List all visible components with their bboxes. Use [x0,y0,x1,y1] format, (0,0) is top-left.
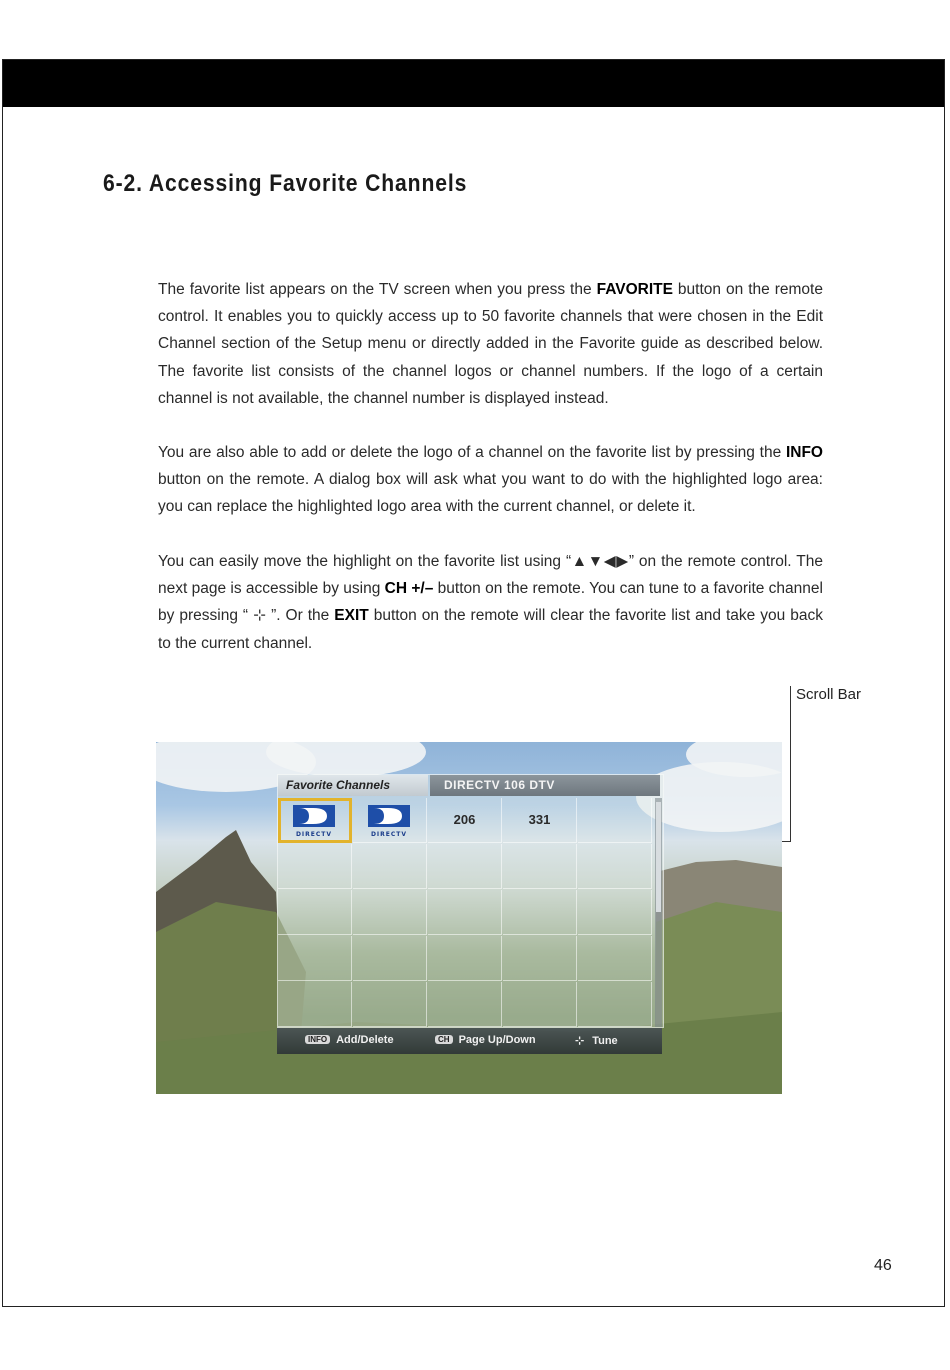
favorite-cell[interactable] [353,936,427,981]
select-key-icon: ⊹ [575,1035,585,1047]
text-span: button on the remote will clear the favorite list and take you back to the current channel. [158,607,823,652]
channel-info: DIRECTV 106 DTV [444,778,555,792]
hint-label: Add/Delete [336,1034,394,1046]
favorite-cell[interactable] [353,798,427,843]
favorite-cell[interactable] [353,890,427,935]
favorite-cell[interactable] [503,936,577,981]
tv-screenshot [156,742,782,1094]
paragraph-navigation [158,548,823,657]
favorite-cell[interactable] [278,936,352,981]
hint-page-updown [435,1034,536,1046]
page-frame [2,59,945,1307]
scroll-thumb[interactable] [656,802,661,912]
channel-number: 331 [528,812,551,827]
favorite-cell[interactable] [278,890,352,935]
favorite-cell[interactable] [578,798,652,843]
logo-text: DIRECTV [295,831,333,838]
text-span: You can easily move the highlight on the favorite list using “▲▼◀▶” on the remote control. The next page is accessible by using [158,553,823,598]
panel-title: Favorite Channels [286,778,391,792]
hint-tune [575,1034,618,1047]
paragraph-add-delete [158,439,823,521]
favorite-cell[interactable] [578,844,652,889]
favorite-grid [278,798,656,1027]
select-symbol-icon: ⊹ [253,607,267,625]
favorite-channels-panel [277,774,664,1028]
favorite-cell[interactable] [578,982,652,1027]
section-title: 6-2. Accessing Favorite Channels [103,170,468,197]
paragraph-favorite-list [158,276,823,412]
favorite-cell[interactable] [428,844,502,889]
page-number: 46 [874,1257,892,1274]
text-span: button on the remote. A dialog box will ask what you want to do with the highlighted logo area: you can replace the highlighted logo area with the current channel, or delete it. [158,471,823,516]
hint-label: Tune [592,1035,618,1047]
scroll-bar[interactable] [655,798,662,1027]
favorite-cell[interactable] [503,798,577,843]
directv-logo-icon [362,803,416,839]
favorite-cell[interactable] [428,890,502,935]
favorite-cell[interactable] [353,982,427,1027]
hint-bar [277,1028,662,1054]
favorite-cell[interactable] [503,982,577,1027]
favorite-cell[interactable] [428,982,502,1027]
text-span: ”. Or the [266,607,335,625]
channel-info-bar [430,775,660,796]
exit-key-label: EXIT [334,607,369,625]
text-span: The favorite list appears on the TV screen when you press the [158,281,597,298]
favorite-cell[interactable] [428,798,502,843]
favorite-cell[interactable] [503,890,577,935]
favorite-cell[interactable] [278,844,352,889]
text-span: button on the remote. You can tune to a favorite channel by pressing “ [158,580,823,625]
favorite-cell-selected[interactable] [278,798,352,843]
panel-title-bar [278,775,428,796]
logo-text: DIRECTV [370,831,408,838]
callout-line [790,686,791,842]
directv-logo-icon [287,803,341,839]
favorite-cell[interactable] [278,982,352,1027]
favorite-cell[interactable] [428,936,502,981]
channel-number: 206 [453,812,476,827]
channel-key-icon: CH [435,1035,453,1044]
hint-label: Page Up/Down [458,1034,536,1046]
info-key-label: INFO [785,444,823,461]
favorite-cell[interactable] [578,936,652,981]
text-span: You are also able to add or delete the logo of a channel on the favorite list by pressing the [158,444,786,461]
favorite-key-label: FAVORITE [596,281,673,298]
text-span: button on the remote control. It enables you to quickly access up to 50 favorite channels that were chosen in the Edit Channel section of the Setup menu or directly added in the Favorite guide as described below. The favorite list consists of the channel logos or channel numbers. If the logo of a certain channel is not available, the channel number is displayed instead. [158,281,823,407]
favorite-cell[interactable] [353,844,427,889]
favorite-cell[interactable] [578,890,652,935]
favorite-cell[interactable] [503,844,577,889]
hint-add-delete [305,1034,394,1046]
info-key-icon: INFO [305,1035,330,1044]
ch-key-label: CH +/– [384,580,434,598]
scroll-bar-callout-label: Scroll Bar [796,686,862,703]
